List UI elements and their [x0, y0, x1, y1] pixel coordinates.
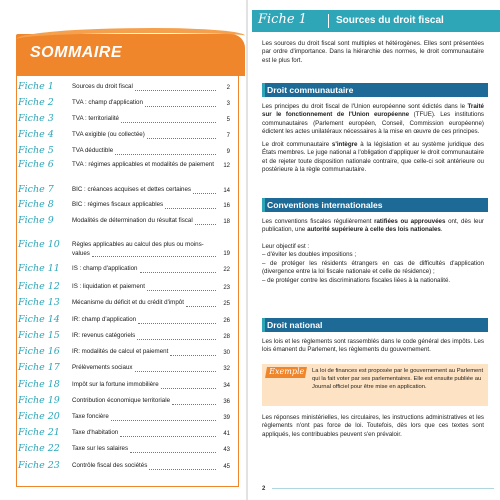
toc-entry-text: Prélèvements sociaux	[72, 364, 133, 371]
toc-page-number: 5	[226, 116, 230, 123]
dot-leader	[161, 388, 216, 389]
left-page	[0, 0, 247, 500]
toc-entry[interactable]	[18, 98, 230, 108]
text-bold: autorité supérieure à celle des lois nationales	[307, 226, 441, 234]
toc-entry[interactable]	[18, 114, 230, 124]
dot-leader	[186, 306, 216, 307]
toc-page-number: 34	[223, 382, 230, 389]
toc-entry[interactable]	[18, 185, 230, 195]
toc-page-number: 7	[226, 132, 230, 139]
toc-page-number: 19	[223, 250, 230, 257]
dot-leader	[135, 371, 216, 372]
toc-entry-title	[72, 347, 230, 357]
toc-fiche-label: Fiche 6	[18, 159, 54, 170]
header-divider	[328, 14, 329, 28]
sommaire-header	[16, 34, 245, 76]
text: à la législation et au système juridique des États membres. Le juge national a l'obligation d'appliquer le droit communautaire et de rejeter toute disposition nationale contraire, que celle-ci soit antérieure ou postérieure à la règle communautaire.	[262, 141, 484, 174]
toc-entry-title	[72, 160, 230, 170]
toc-page-number: 25	[223, 300, 230, 307]
toc-page-number: 28	[223, 333, 230, 340]
toc-entry[interactable]	[18, 347, 230, 357]
dot-leader	[149, 469, 216, 470]
toc-page-number: 43	[223, 446, 230, 453]
national-paragraph-1: Les lois et les règlements sont rassemblés dans le code général des impôts. Les lois émanent du Parlement, les règlements du gouvernement.	[262, 338, 484, 354]
toc-fiche-label: Fiche 18	[18, 379, 60, 390]
toc-entry[interactable]	[18, 428, 230, 438]
toc-page-number: 41	[223, 430, 230, 437]
toc-page-number: 32	[223, 365, 230, 372]
toc-entry-text: Règles applicables au calcul des plus ou moins-values	[72, 241, 204, 257]
dot-leader	[170, 355, 216, 356]
toc-entry-title	[72, 216, 230, 226]
toc-entry-text: IR: revenus catégoriels	[72, 332, 136, 339]
toc-fiche-label: Fiche 11	[18, 263, 60, 274]
toc-entry-text: TVA exigible (ou collectée)	[72, 131, 145, 138]
toc-entry[interactable]	[18, 363, 230, 373]
section-title: Droit national	[267, 320, 323, 330]
section-accent	[262, 198, 265, 212]
toc-entry-title	[72, 146, 230, 156]
communautaire-paragraph-2	[262, 141, 484, 175]
dot-leader	[135, 90, 216, 91]
fiche-title: Sources du droit fiscal	[336, 15, 444, 26]
toc-entry[interactable]	[18, 331, 230, 341]
text: Les conventions fiscales régulièrement	[262, 218, 375, 225]
toc-entry[interactable]	[18, 444, 230, 454]
objective-item: – d'éviter les doubles impositions ;	[262, 251, 357, 259]
toc-entry-text: IR: champ d'application	[72, 316, 137, 323]
toc-entry-title	[72, 200, 230, 210]
toc-fiche-label: Fiche 12	[18, 281, 60, 292]
toc-page-number: 9	[226, 148, 230, 155]
toc-entry-text: Mécanisme du déficit et du crédit d'impôt	[72, 299, 184, 306]
section-droit-national	[262, 318, 488, 332]
text: Les principes du droit fiscal de l'Union européenne sont édictés dans le	[262, 103, 468, 110]
dot-leader	[92, 256, 216, 257]
example-tag	[265, 367, 307, 378]
dot-leader	[172, 404, 216, 405]
toc-fiche-label: Fiche 19	[18, 395, 60, 406]
toc-entry-title	[72, 363, 230, 373]
national-paragraph-2: Les réponses ministérielles, les circulaires, les instructions administratives et les règlements n'ont pas force de loi. Toutefois, dès lors que ces textes sont appliqués, les contribuables peuvent s'en prévaloir.	[262, 414, 484, 438]
section-accent	[262, 318, 265, 332]
section-accent	[262, 83, 265, 97]
toc-page-number: 16	[223, 202, 230, 209]
dot-leader	[111, 420, 216, 421]
text: .	[440, 226, 443, 234]
dot-leader	[193, 193, 216, 194]
toc-page-number: 12	[223, 162, 230, 169]
toc-entry-title	[72, 428, 230, 438]
toc-fiche-label: Fiche 1	[18, 81, 54, 92]
toc-entry-title	[72, 282, 230, 292]
right-page	[248, 0, 500, 500]
objective-item: – de protéger contre les discriminations fiscales liées à la nationalité.	[262, 276, 451, 284]
text: (TFUE). Les institutions communautaires (Parlement européen, Conseil, Commission européenne) édictent les actes unilatéraux nécessaires à la mise en œuvre de ces principes.	[262, 111, 485, 136]
toc-fiche-label: Fiche 15	[18, 330, 60, 341]
toc-entry-title	[72, 98, 230, 108]
toc-fiche-label: Fiche 20	[18, 411, 60, 422]
toc-fiche-label: Fiche 7	[18, 184, 54, 195]
intro-paragraph: Les sources du droit fiscal sont multiples et hétérogènes. Elles sont présentées par ordre d'importance. Dans la hiérarchie des normes, le droit communautaire est le plus fort.	[262, 40, 484, 64]
toc-entry[interactable]	[18, 412, 230, 422]
toc-page-number: 36	[223, 398, 230, 405]
toc-entry-text: IS : liquidation et paiement	[72, 283, 145, 290]
objective-intro: Leur objectif est :	[262, 243, 310, 250]
dot-leader	[147, 138, 216, 139]
toc-page-number: 14	[223, 187, 230, 194]
toc-entry[interactable]	[18, 298, 230, 308]
dot-leader	[137, 339, 216, 340]
text-bold: Traité sur le fonctionnement de l'Union européenne	[262, 103, 484, 119]
dot-leader	[145, 106, 216, 107]
toc-entry-text: Contrôle fiscal des sociétés	[72, 462, 148, 469]
text: ont, dès leur publication, une	[262, 218, 484, 234]
page-number: 2	[262, 486, 266, 492]
toc-entry-text: Impôt sur la fortune immobilière	[72, 381, 159, 388]
fiche-header	[252, 10, 500, 32]
toc-entry[interactable]	[18, 380, 230, 390]
toc-fiche-label: Fiche 23	[18, 460, 60, 471]
toc-entry-text: Taxe foncière	[72, 413, 109, 420]
toc-page-number: 26	[223, 317, 230, 324]
toc-entry-title	[72, 114, 230, 124]
example-box	[262, 364, 488, 406]
toc-entry-text: Taxe sur les salaires	[72, 445, 129, 452]
dot-leader	[130, 452, 216, 453]
toc-entry[interactable]	[18, 82, 230, 92]
communautaire-paragraph-1	[262, 103, 484, 137]
section-conventions	[262, 198, 488, 212]
toc-entry[interactable]	[18, 130, 230, 140]
toc-entry-text: TVA : champ d'application	[72, 99, 143, 106]
toc-entry[interactable]	[18, 396, 230, 406]
toc-entry-text: Taxe d'habitation	[72, 429, 119, 436]
example-text: La loi de finances est proposée par le gouvernement au Parlement qui la fait voter par ses parlementaires. Elle est ensuite publiée au Journal officiel pour être mise en application.	[312, 368, 484, 390]
toc-entry-title	[72, 130, 230, 140]
toc-entry-text: TVA : territorialité	[72, 115, 119, 122]
conventions-objective	[262, 243, 484, 285]
toc-fiche-label: Fiche 3	[18, 113, 54, 124]
toc-entry[interactable]	[18, 200, 230, 210]
toc-entry-title	[72, 461, 230, 471]
toc-page-number: 39	[223, 414, 230, 421]
toc-page-number: 23	[223, 284, 230, 291]
dot-leader	[121, 122, 216, 123]
toc-entry-title	[72, 264, 230, 274]
objective-item: – de protéger les résidents étrangers en cas de difficultés d'application (divergence entre la loi fiscale nationale et celle de résidence) ;	[262, 259, 484, 276]
toc-fiche-label: Fiche 21	[18, 427, 60, 438]
toc-fiche-label: Fiche 8	[18, 199, 54, 210]
dot-leader	[165, 208, 216, 209]
toc-entry-text: IS : champ d'application	[72, 265, 138, 272]
toc-entry-text: Contribution économique territoriale	[72, 397, 171, 404]
toc-entry[interactable]	[18, 461, 230, 471]
toc-entry-title	[72, 396, 230, 406]
toc-entry-title	[72, 380, 230, 390]
footer-line	[272, 488, 494, 489]
toc-page-number: 18	[223, 218, 230, 225]
toc-entry-title	[72, 240, 230, 258]
toc-entry-title	[72, 331, 230, 341]
sommaire-title: SOMMAIRE	[30, 44, 122, 61]
section-title: Conventions internationales	[267, 200, 383, 210]
toc-entry[interactable]	[18, 315, 230, 325]
toc-fiche-label: Fiche 22	[18, 443, 60, 454]
toc-page-number: 2	[226, 84, 230, 91]
toc-entry-text: Sources du droit fiscal	[72, 83, 133, 90]
toc-entry[interactable]	[18, 160, 230, 170]
toc-entry-title	[72, 315, 230, 325]
toc-fiche-label: Fiche 5	[18, 145, 54, 156]
toc-entry-text: TVA déductible	[72, 147, 114, 154]
text: Le droit communautaire	[262, 141, 332, 148]
toc-entry[interactable]	[18, 216, 230, 226]
toc-entry-text: Modalités de détermination du résultat fiscal	[72, 217, 193, 224]
dot-leader	[140, 272, 216, 273]
dot-leader	[147, 290, 216, 291]
example-label: Exemple	[269, 367, 305, 376]
toc-entry[interactable]	[18, 282, 230, 292]
toc-page-number: 3	[226, 100, 230, 107]
toc-page-number: 45	[223, 463, 230, 470]
text-bold: s'intègre	[331, 141, 358, 148]
toc-entry-title	[72, 412, 230, 422]
toc-page-number: 22	[223, 266, 230, 273]
section-droit-communautaire	[262, 83, 488, 97]
fiche-label: Fiche 1	[258, 12, 307, 27]
dot-leader	[120, 436, 216, 437]
toc-fiche-label: Fiche 4	[18, 129, 54, 140]
conventions-paragraph	[262, 218, 484, 235]
toc-entry-text: BIC : régimes fiscaux applicables	[72, 201, 164, 208]
toc-entry[interactable]	[18, 240, 230, 258]
toc-entry-title	[72, 82, 230, 92]
toc-fiche-label: Fiche 13	[18, 297, 60, 308]
toc-entry-text: IR: modalités de calcul et paiement	[72, 348, 169, 355]
toc-entry-title	[72, 444, 230, 454]
toc-fiche-label: Fiche 16	[18, 346, 60, 357]
dot-leader	[138, 323, 216, 324]
toc-fiche-label: Fiche 17	[18, 362, 60, 373]
dot-leader	[195, 224, 216, 225]
toc-entry-text: TVA : régimes applicables et modalités de paiement	[72, 161, 214, 168]
toc-page-number: 30	[223, 349, 230, 356]
toc-entry[interactable]	[18, 146, 230, 156]
section-title: Droit communautaire	[267, 85, 354, 95]
toc-entry-text: BIC : créances acquises et dettes certaines	[72, 186, 191, 193]
toc-fiche-label: Fiche 2	[18, 97, 54, 108]
toc-fiche-label: Fiche 14	[18, 314, 60, 325]
toc-entry[interactable]	[18, 264, 230, 274]
toc-entry-title	[72, 185, 230, 195]
toc-entry-title	[72, 298, 230, 308]
dot-leader	[115, 154, 216, 155]
text-bold: ratifiées ou approuvées	[374, 218, 446, 225]
toc-fiche-label: Fiche 9	[18, 215, 54, 226]
toc-fiche-label: Fiche 10	[18, 239, 60, 250]
